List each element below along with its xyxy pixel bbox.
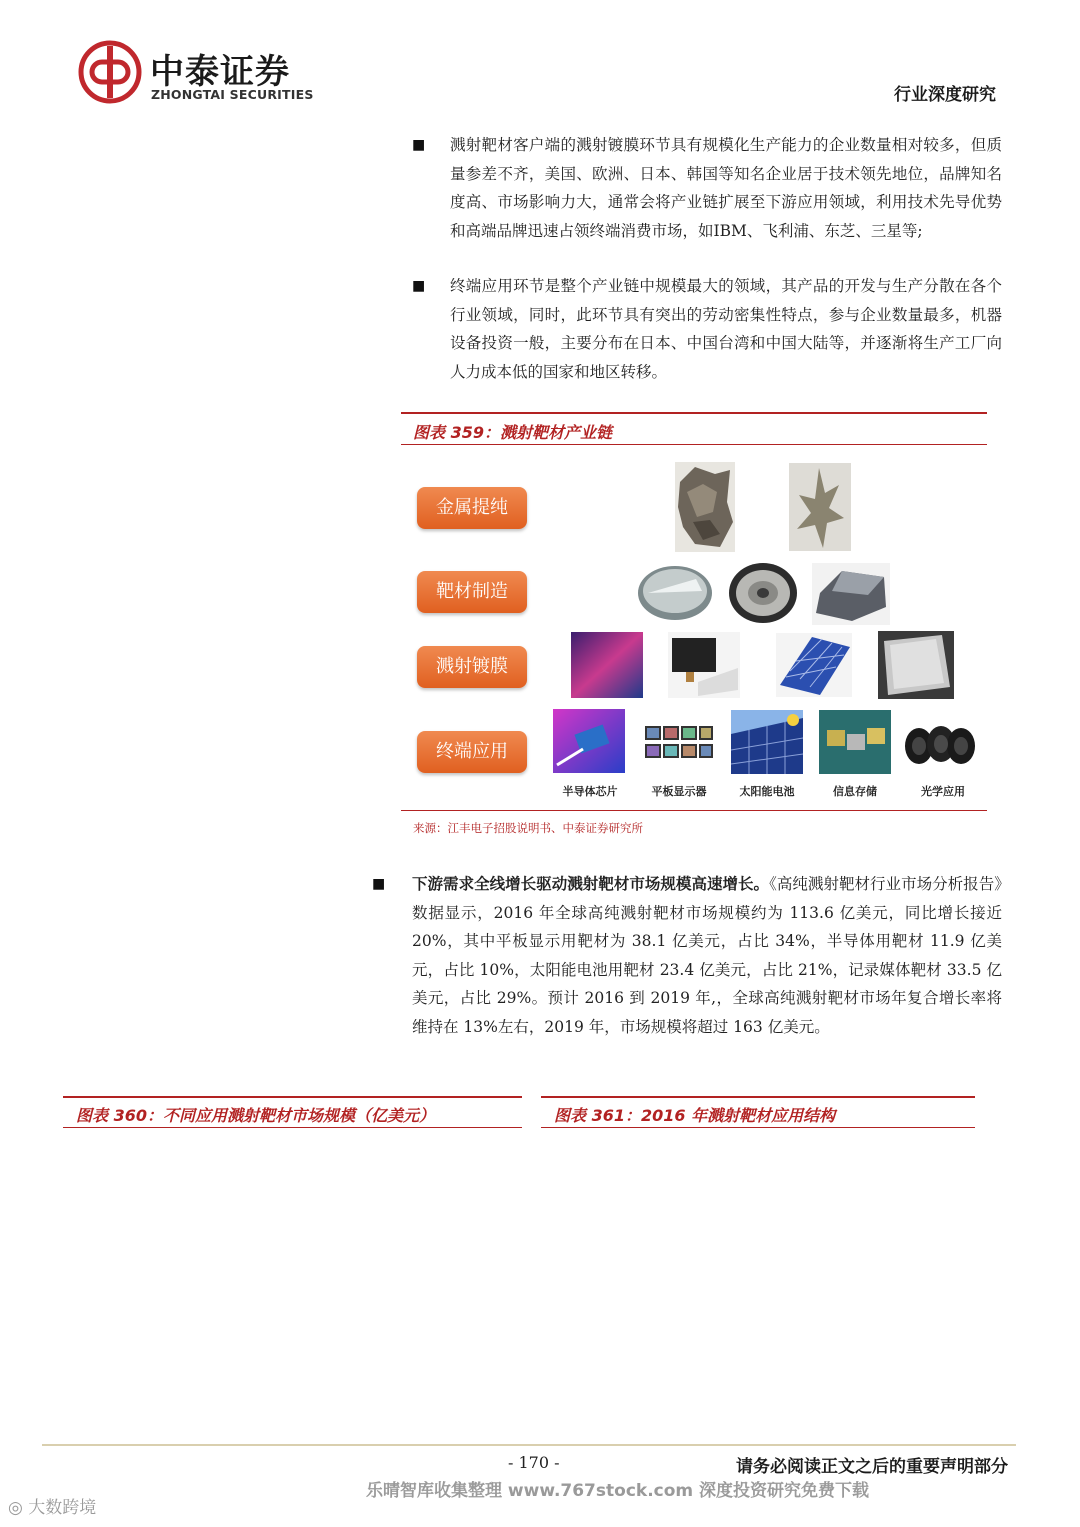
figure-359-title: 图表 359：溅射靶材产业链 (413, 423, 612, 442)
caption-optical: 光学应用 (921, 785, 965, 798)
metal-ore-image (675, 462, 735, 552)
caption-semiconductor: 半导体芯片 (562, 785, 618, 798)
zhongtai-logo-icon (78, 40, 142, 104)
metal-crystal-image (789, 463, 851, 551)
figure-360-rule-bottom (63, 1127, 522, 1128)
stage-target-manufacturing: 靶材制造 (417, 571, 527, 613)
figure-title-rule-top (401, 412, 987, 414)
bullet-text-3: 《高纯溅射靶材行业市场分析报告》数据显示，2016 年全球高纯溅射靶材市场规模约为 113.6 亿美元，同比增长接近 20%，其中平板显示用靶材为 38.1 亿美元，占比 34%，半导体用靶材 11.9 亿美元，占比 10%，太阳能电池用靶材 23.4 亿美元，占比 21%，记录媒体靶材 33.5 亿美元，占比 29%。预计 2016 到 2019 年,，全球高纯溅射靶材市场年复合增长率将维持在 13%左右，2019 年，市场规模将超过 163 亿美元。 (412, 875, 1002, 1036)
logo-text-cn: 中泰证券 (150, 52, 290, 92)
bullet-square-icon: ■ (412, 137, 426, 153)
figure-bottom-rule (401, 810, 987, 811)
caption-storage: 信息存储 (833, 785, 877, 798)
figure-360-title: 图表 360：不同应用溅射靶材市场规模（亿美元） (76, 1106, 435, 1125)
caption-flat-display: 平板显示器 (651, 785, 707, 798)
figure-361-rule-bottom (541, 1127, 975, 1128)
weibo-icon: ◎ (8, 1498, 23, 1518)
footer-rule (42, 1444, 1016, 1446)
solar-cell-image (731, 710, 803, 774)
figure-361-rule-top (541, 1096, 975, 1098)
coated-display-image (668, 632, 740, 698)
figure-361-title: 图表 361：2016 年溅射靶材应用结构 (554, 1106, 836, 1125)
flat-display-image (643, 722, 715, 766)
bullet-paragraph-2 (412, 272, 1002, 386)
disclaimer-notice: 请务必阅读正文之后的重要声明部分 (736, 1457, 1008, 1477)
stage-sputter-coating: 溅射镀膜 (417, 646, 527, 688)
optical-lens-image (903, 716, 977, 772)
bullet-square-icon: ■ (372, 876, 386, 892)
stage-end-application: 终端应用 (417, 731, 527, 773)
corner-watermark-logo (8, 1493, 96, 1518)
semiconductor-chip-image (553, 709, 625, 773)
bullet-text-2: 终端应用环节是整个产业链中规模最大的领域，其产品的开发与生产分散在各个行业领域，同时，此环节具有突出的劳动密集性特点，参与企业数量最多，机器设备投资一般，主要分布在日本、中国台湾和中国大陆等，并逐渐将生产工厂向人力成本低的国家和地区转移。 (450, 277, 1002, 381)
figure-360-rule-top (63, 1096, 522, 1098)
figure-title-rule-bottom (401, 444, 987, 445)
stage-metal-purification: 金属提纯 (417, 487, 527, 529)
caption-solar-cell: 太阳能电池 (739, 785, 795, 798)
bullet-text-1: 溅射靶材客户端的溅射镀膜环节具有规模化生产能力的企业数量相对较多，但质量参差不齐，美国、欧洲、日本、韩国等知名企业居于技术领先地位，品牌知名度高、市场影响力大，通常会将产业链扩展至下游应用领域，利用技术先导优势和高端品牌迅速占领终端消费市场，如IBM、飞利浦、东芝、三星等; (450, 136, 1002, 240)
target-ring-image (727, 561, 799, 625)
coated-wafer-image (571, 632, 643, 698)
coated-glass-image (878, 631, 954, 699)
bullet-square-icon: ■ (412, 278, 426, 294)
target-block-image (812, 563, 890, 625)
coated-solar-panel-image (776, 633, 852, 697)
report-type: 行业深度研究 (894, 85, 996, 105)
page-number: - 170 - (508, 1453, 560, 1472)
storage-media-image (819, 710, 891, 774)
bullet-paragraph-1 (412, 131, 1002, 245)
bullet-paragraph-3 (372, 870, 1002, 1042)
target-disc-image (636, 563, 714, 623)
logo-text-en: ZHONGTAI SECURITIES (151, 87, 314, 102)
figure-359-source: 来源：江丰电子招股说明书、中泰证券研究所 (413, 821, 643, 835)
corner-watermark-text: 大数跨境 (28, 1498, 97, 1518)
bullet-heading-3: 下游需求全线增长驱动溅射靶材市场规模高速增长。 (412, 875, 770, 893)
watermark-text: 乐晴智库收集整理 www.767stock.com 深度投资研究免费下载 (366, 1481, 870, 1501)
